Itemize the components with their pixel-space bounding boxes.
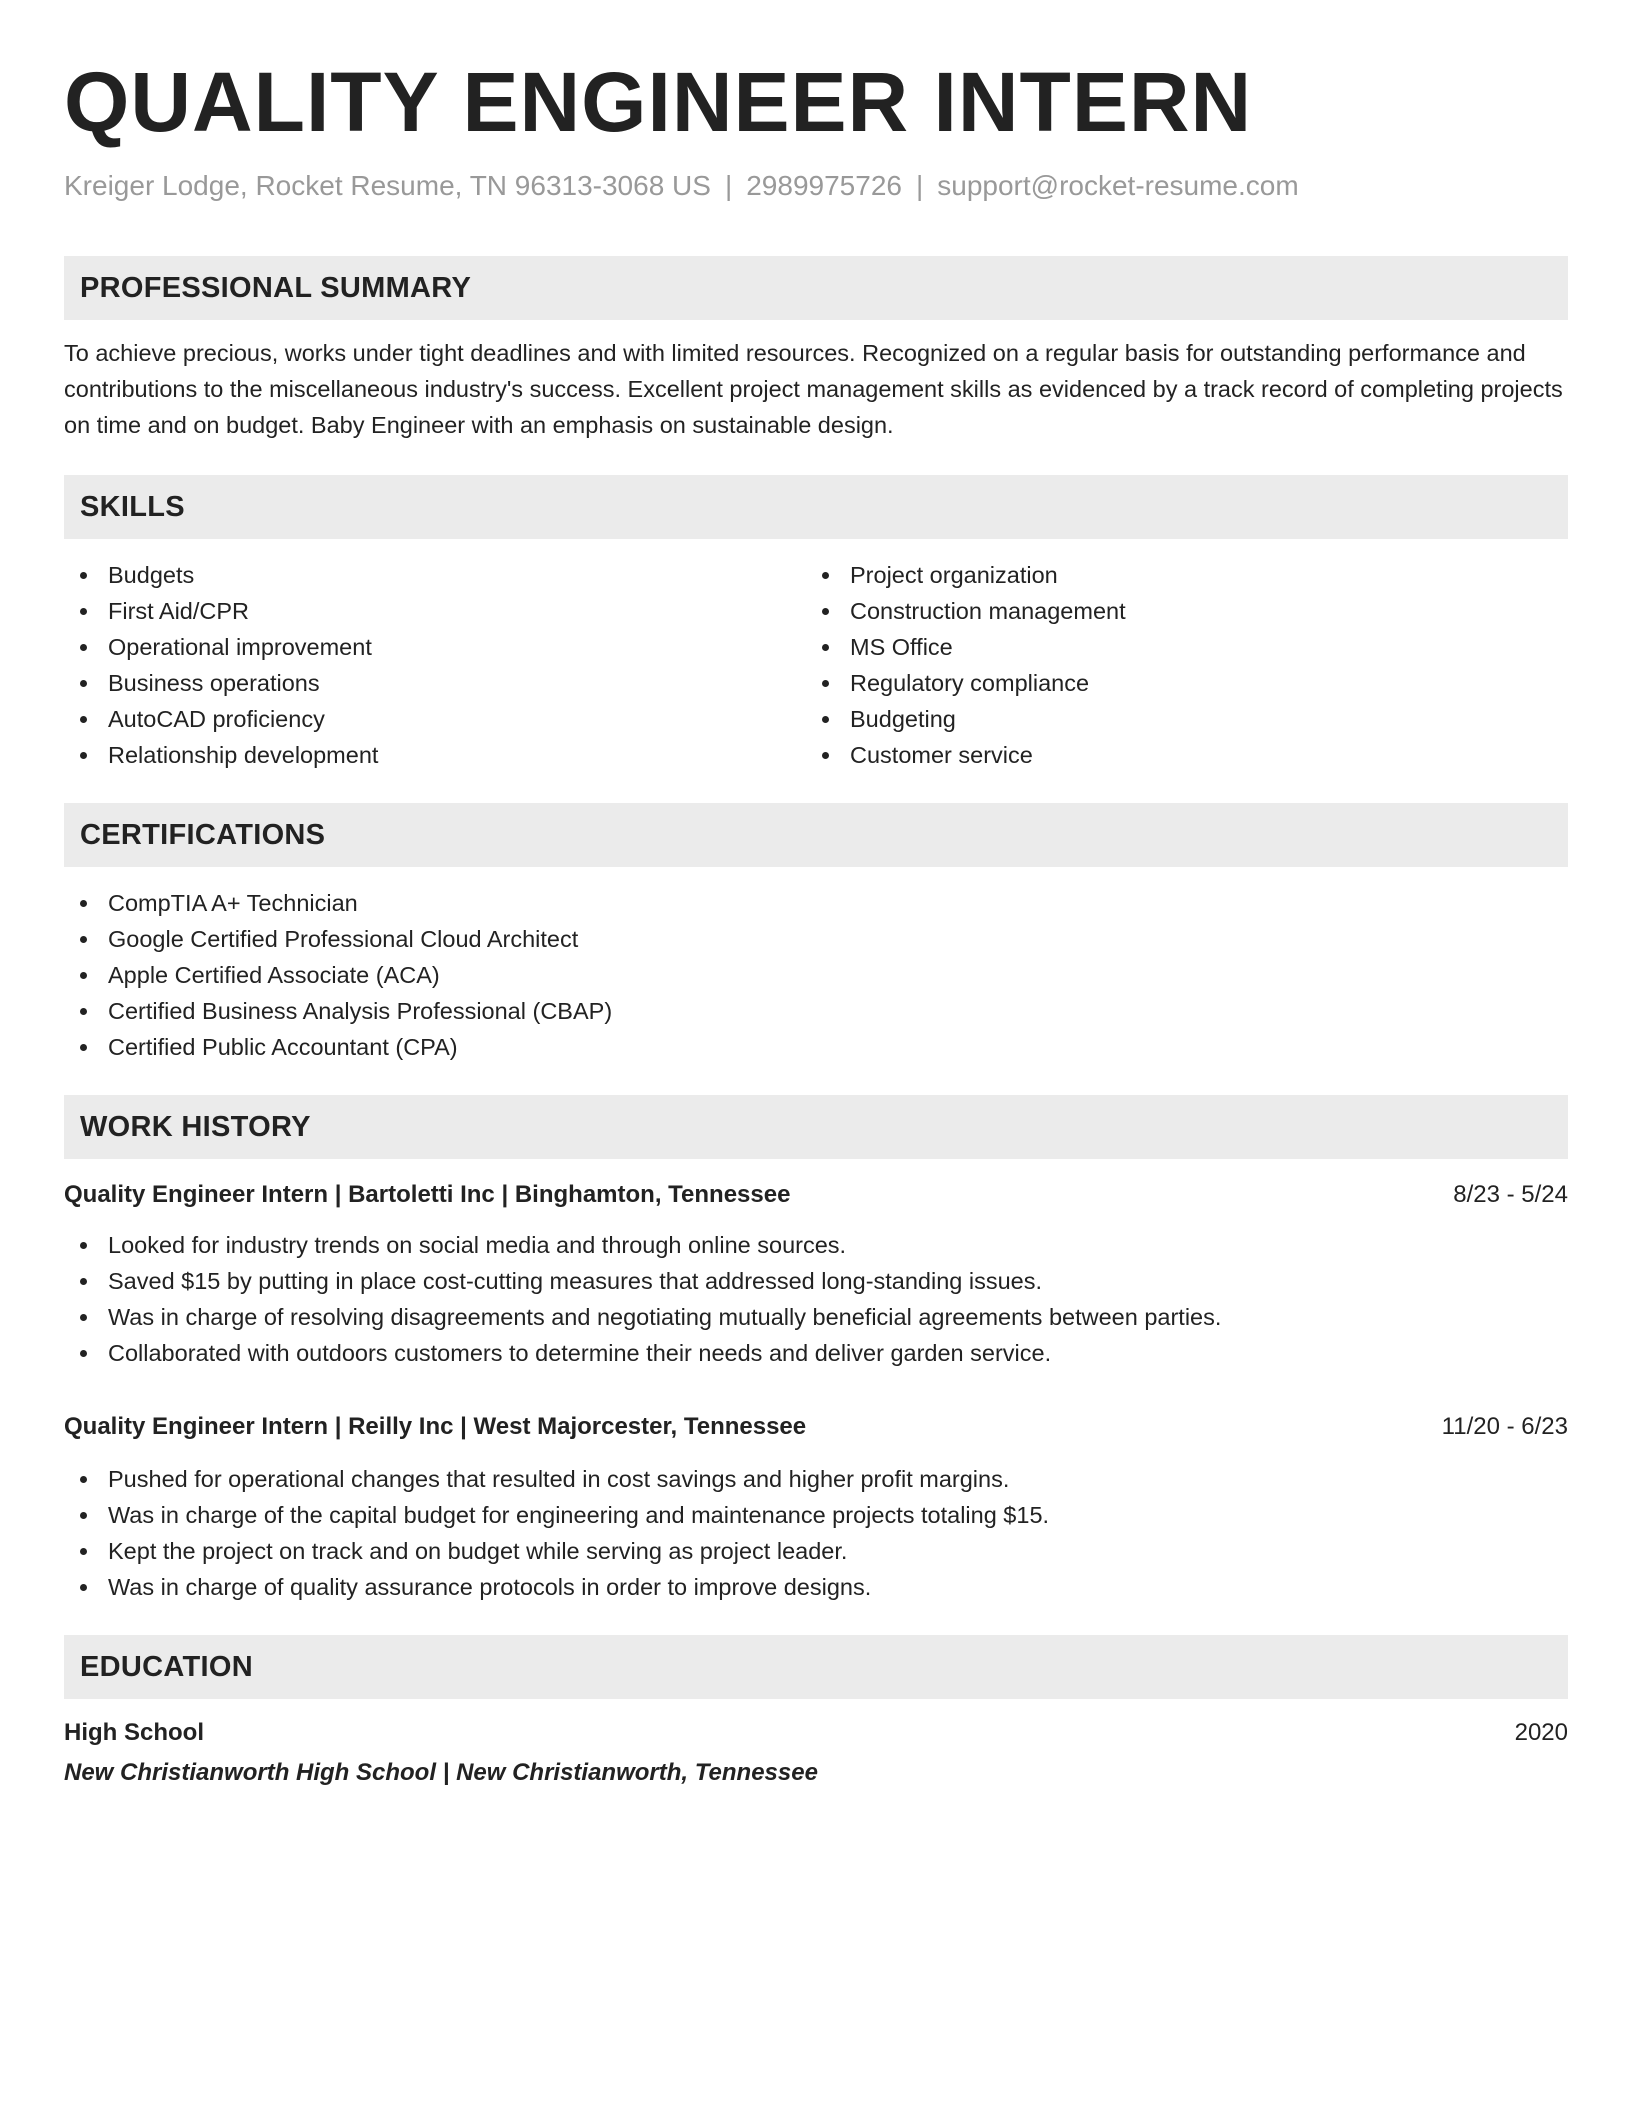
job-title: Quality Engineer Intern | Bartoletti Inc | Binghamton, Tennessee (64, 1181, 791, 1208)
section-header-education: EDUCATION (64, 1635, 1568, 1699)
contact-separator: | (724, 170, 733, 201)
certification-item: CompTIA A+ Technician (64, 885, 1568, 921)
certification-item: Certified Public Accountant (CPA) (64, 1029, 1568, 1065)
skill-item: Business operations (64, 665, 806, 701)
skills-grid (64, 557, 1568, 773)
certification-item: Google Certified Professional Cloud Architect (64, 921, 1568, 957)
education-degree: High School (64, 1719, 204, 1746)
job-dates: 11/20 - 6/23 (1441, 1413, 1568, 1440)
certifications-list (64, 885, 1568, 1065)
skill-item: Budgeting (806, 701, 1548, 737)
job-bullets (64, 1461, 1568, 1605)
contact-line (64, 168, 1568, 204)
section-header-work-history: WORK HISTORY (64, 1095, 1568, 1159)
job-bullet: Kept the project on track and on budget while serving as project leader. (64, 1533, 1568, 1569)
skills-list-left (64, 557, 806, 773)
summary-text: To achieve precious, works under tight deadlines and with limited resources. Recognized on a regular basis for outstanding performance and contributions to the miscellaneous industry's success. Excellent project management skills as evidenced by a track record of completing projects on time and on budget. Baby Engineer with an emphasis on sustainable design. (64, 340, 1563, 438)
job-bullet: Collaborated with outdoors customers to determine their needs and deliver garden service. (64, 1335, 1568, 1371)
skill-item: Regulatory compliance (806, 665, 1548, 701)
job-bullet: Was in charge of the capital budget for engineering and maintenance projects totaling $15. (64, 1497, 1568, 1533)
skill-item: AutoCAD proficiency (64, 701, 806, 737)
skill-item: Project organization (806, 557, 1548, 593)
job-dates: 8/23 - 5/24 (1453, 1181, 1568, 1208)
skill-item: MS Office (806, 629, 1548, 665)
job-bullet: Looked for industry trends on social media and through online sources. (64, 1227, 1568, 1263)
skill-item: Budgets (64, 557, 806, 593)
candidate-name: QUALITY ENGINEER INTERN (64, 55, 1253, 149)
skill-item: Relationship development (64, 737, 806, 773)
job-bullet: Was in charge of quality assurance protocols in order to improve designs. (64, 1569, 1568, 1605)
skill-item: Operational improvement (64, 629, 806, 665)
job-title: Quality Engineer Intern | Reilly Inc | West Majorcester, Tennessee (64, 1413, 807, 1440)
education-school: New Christianworth High School | New Christianworth, Tennessee (64, 1759, 818, 1786)
skill-item: Customer service (806, 737, 1548, 773)
education-header (64, 1715, 1568, 1751)
contact-address: Kreiger Lodge, Rocket Resume, TN 96313-3068 US (64, 170, 711, 201)
certification-item: Certified Business Analysis Professional (CBAP) (64, 993, 1568, 1029)
contact-email[interactable]: support@rocket-resume.com (937, 170, 1299, 201)
section-header-summary: PROFESSIONAL SUMMARY (64, 256, 1568, 320)
section-header-skills: SKILLS (64, 475, 1568, 539)
certification-item: Apple Certified Associate (ACA) (64, 957, 1568, 993)
skills-list-right (806, 557, 1548, 773)
job-bullet: Saved $15 by putting in place cost-cutting measures that addressed long-standing issues. (64, 1263, 1568, 1299)
job-bullet: Pushed for operational changes that resulted in cost savings and higher profit margins. (64, 1461, 1568, 1497)
section-header-certifications: CERTIFICATIONS (64, 803, 1568, 867)
job-header (64, 1177, 1568, 1213)
skill-item: Construction management (806, 593, 1548, 629)
resume-page (64, 0, 1568, 1791)
education-year: 2020 (1514, 1719, 1568, 1746)
job-header (64, 1409, 1568, 1445)
job-bullets (64, 1227, 1568, 1371)
contact-separator: | (915, 170, 924, 201)
job-bullet: Was in charge of resolving disagreements and negotiating mutually beneficial agreements between parties. (64, 1299, 1568, 1335)
contact-phone: 2989975726 (746, 170, 902, 201)
skill-item: First Aid/CPR (64, 593, 806, 629)
